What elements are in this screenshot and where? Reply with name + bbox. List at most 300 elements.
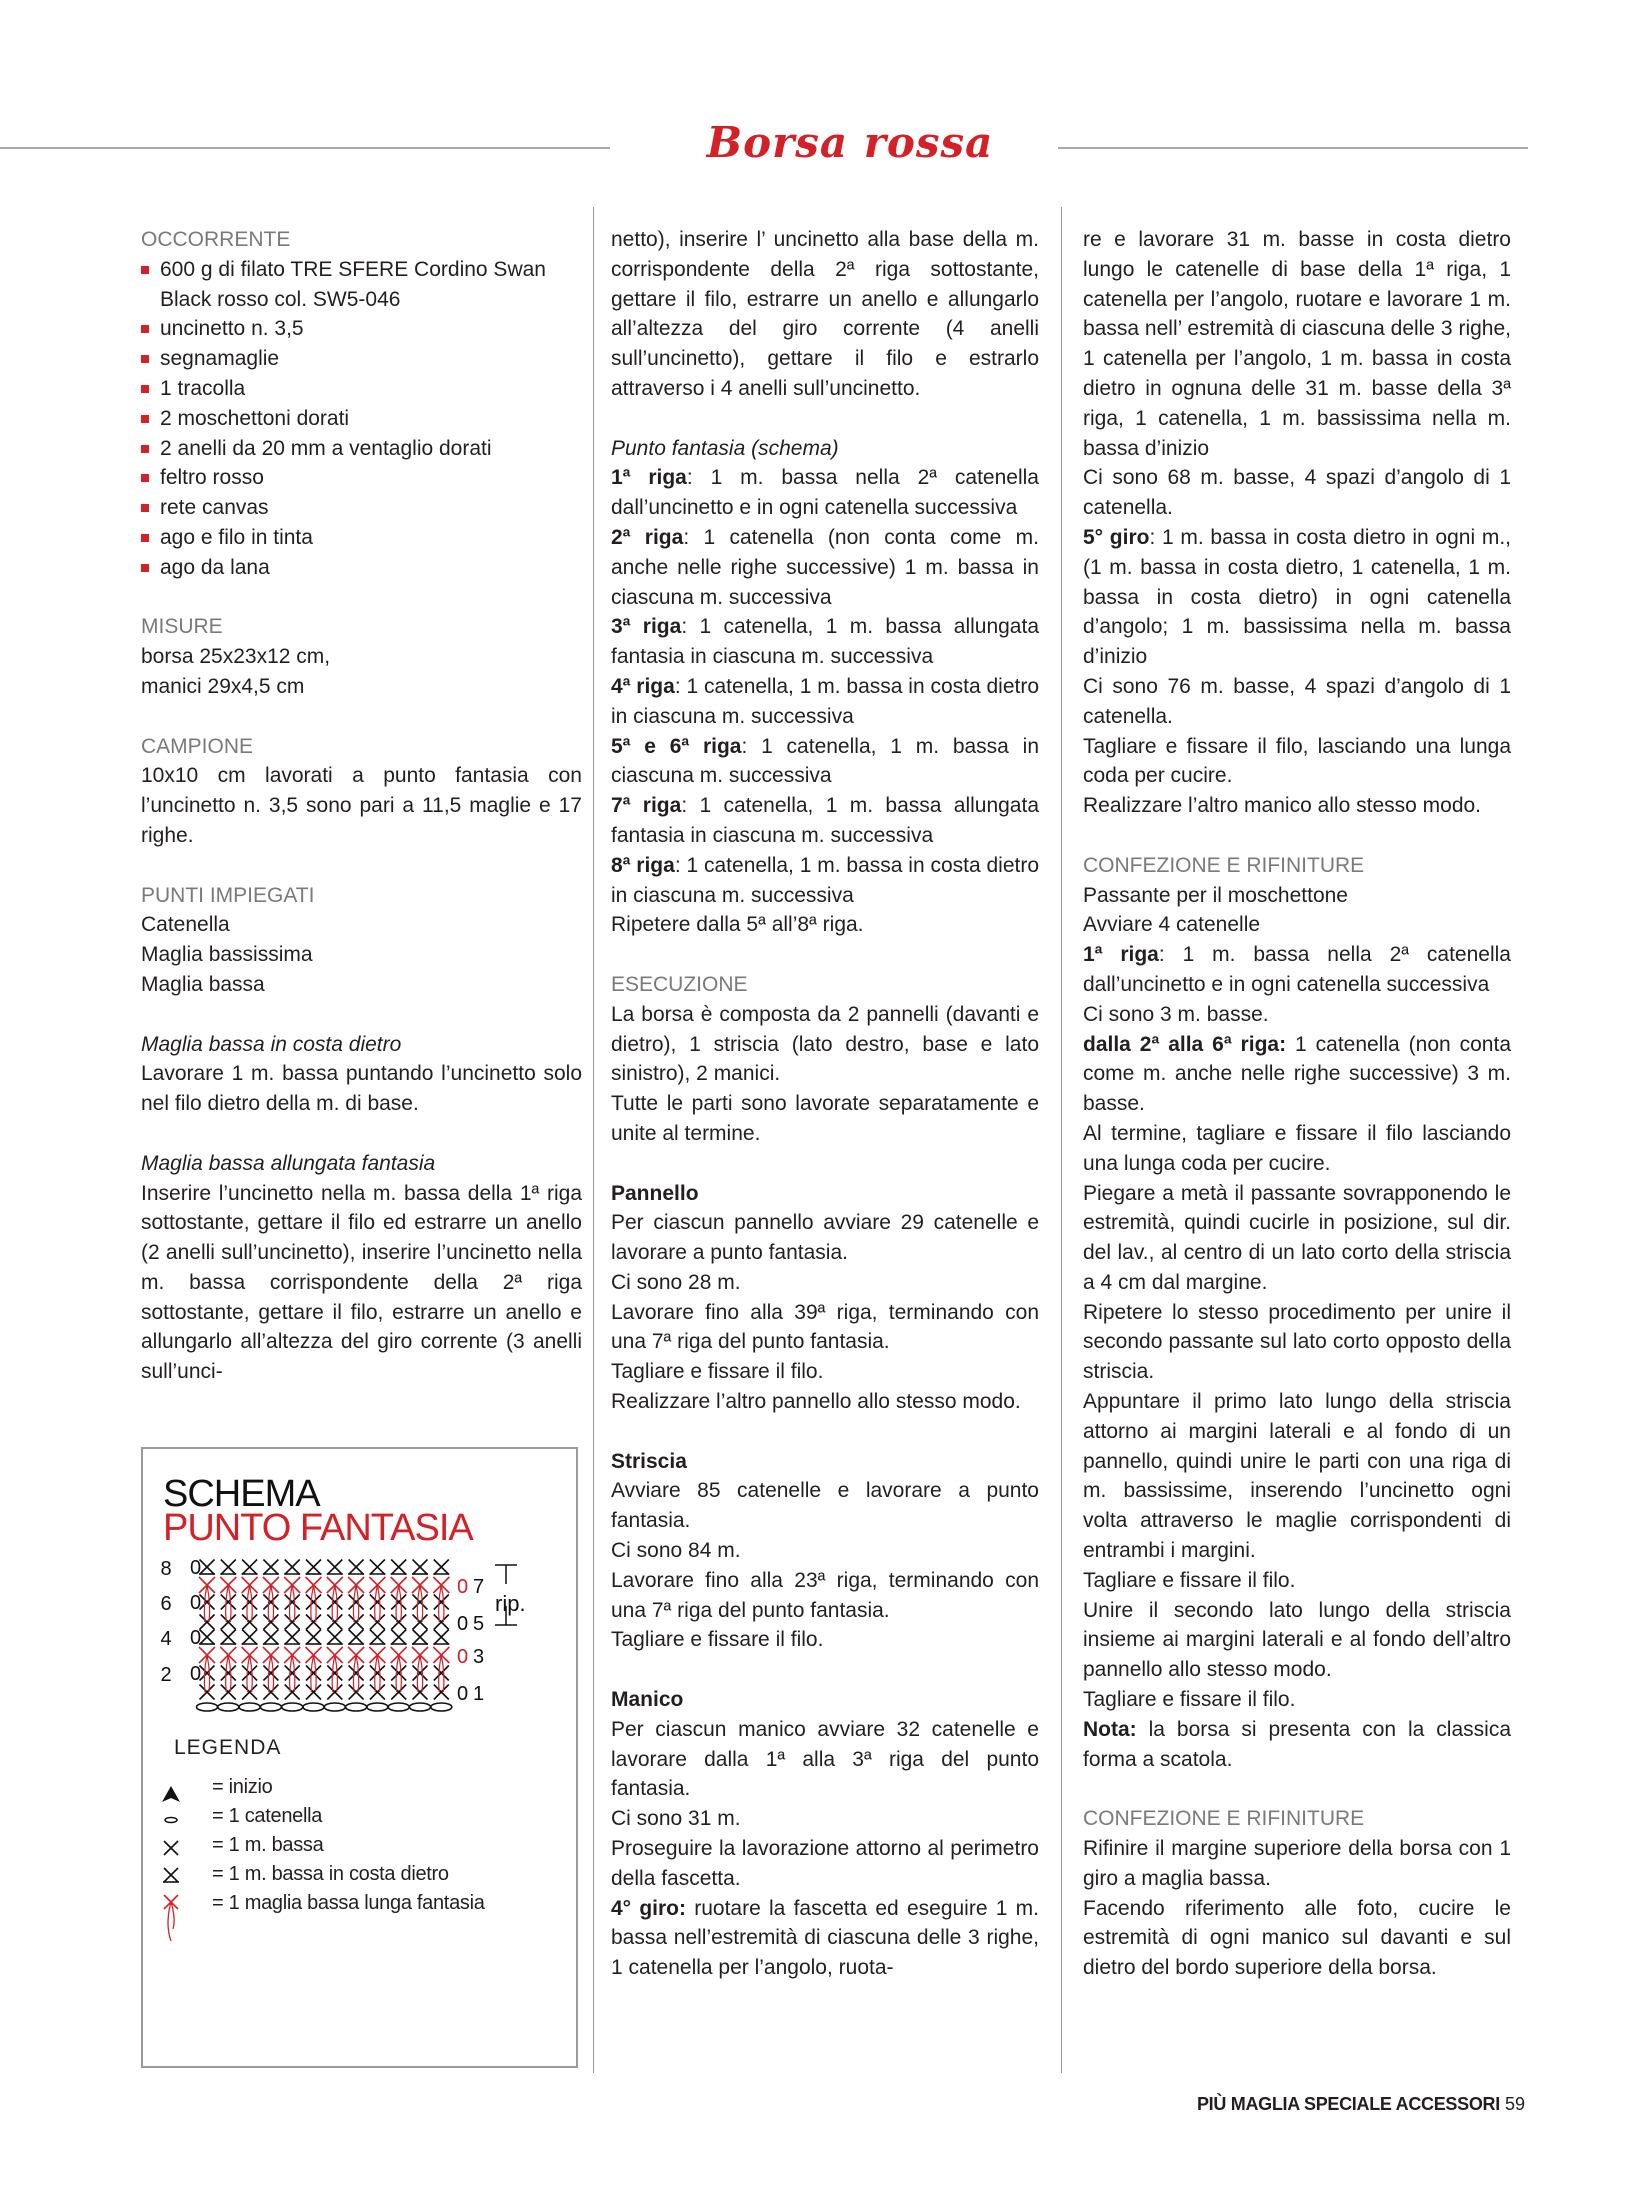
section-heading [611, 970, 1039, 1000]
spacer [141, 851, 582, 881]
long-stitch-loop [247, 1585, 252, 1622]
paragraph-text: Per ciascun manico avviare 32 catenelle e lavorare dalla 1ª alla 3ª riga del punto fantasia. [611, 1717, 1039, 1801]
long-stitch-loop [204, 1585, 209, 1622]
section-heading [141, 612, 582, 642]
single-crochet [327, 1630, 342, 1645]
long-stitch-loop [417, 1585, 422, 1622]
single-crochet [391, 1615, 406, 1630]
paragraph-text: Punto fantasia (schema) [611, 436, 839, 460]
bold-label: 4ª riga [611, 674, 675, 698]
single-crochet [306, 1666, 321, 1681]
single-crochet [263, 1685, 278, 1700]
chain-stitch [218, 1703, 239, 1711]
paragraph [611, 1268, 1039, 1298]
list-item-text: uncinetto n. 3,5 [160, 317, 304, 341]
section-heading [141, 732, 582, 762]
row-number-label: 7 [473, 1576, 485, 1598]
paragraph [141, 1179, 582, 1388]
section-heading [141, 881, 582, 911]
paragraph-text: CONFEZIONE E RIFINITURE [1083, 853, 1365, 877]
paragraph-text: CONFEZIONE E RIFINITURE [1083, 1807, 1365, 1831]
subheading [611, 434, 1039, 464]
paragraph-text: La borsa è composta da 2 pannelli (davanti e dietro), 1 striscia (lato destro, base e lato sinistro), 2 manici. [611, 1002, 1039, 1086]
page-title: Borsa rossa [706, 118, 994, 167]
column-2 [611, 225, 1039, 1983]
paragraph-text: Tagliare e fissare il filo. [611, 1628, 824, 1652]
paragraph-text: Avviare 85 catenelle e lavorare a punto fantasia. [611, 1479, 1039, 1533]
list-item [141, 463, 582, 493]
single-crochet [221, 1595, 236, 1610]
header-rule-left [0, 147, 610, 149]
paragraph-text: Avviare 4 catenelle [1083, 913, 1261, 937]
paragraph [611, 1387, 1039, 1417]
single-crochet [413, 1615, 428, 1630]
bullet-icon [141, 415, 149, 423]
chain-stitch [324, 1703, 345, 1711]
list-item-text: segnamaglie [160, 347, 280, 371]
single-crochet [200, 1666, 215, 1681]
bold-label: Striscia [611, 1449, 687, 1473]
single-crochet [200, 1560, 215, 1575]
paragraph [611, 1447, 1039, 1477]
list-item-text: rete canvas [160, 496, 269, 520]
bold-label: 3ª riga [611, 615, 682, 639]
bullet-icon [141, 534, 149, 542]
long-stitch-loop [332, 1585, 337, 1622]
list-item-text: 600 g di filato TRE SFERE Cordino Swan Black rosso col. SW5-046 [160, 257, 546, 311]
paragraph [611, 1804, 1039, 1834]
single-crochet [349, 1685, 364, 1700]
paragraph-text: netto), inserire l’ uncinetto alla base della m. corrispondente della 2ª riga sottostante, gettare il filo, estrarre un anello e allungarlo all’altezza del giro corrente (4 anelli sull’uncinetto), gettare il filo e estrarlo attraverso i 4 anelli sull’uncinetto. [611, 228, 1039, 400]
single-crochet [263, 1666, 278, 1681]
paragraph-text: Lavorare 1 m. bassa puntando l’uncinetto solo nel filo dietro della m. di base. [141, 1062, 582, 1116]
single-crochet [370, 1666, 385, 1681]
single-crochet [285, 1666, 300, 1681]
paragraph-text: re e lavorare 31 m. basse in costa dietro lungo le catenelle di base della 1ª riga, 1 catenella per l’angolo, ruotare e lavorare 1 m. bassa nell’ estremità di ciascuna delle 3 righe, 1 catenella per l’angolo, 1 m. bassa in costa dietro in ognuna delle 31 m. basse della 3ª riga, 1 catenella, 1 m. bassissima nella m. bassa d’inizio [1083, 228, 1511, 460]
single-crochet [200, 1595, 215, 1610]
row-number-label: 4 [160, 1628, 172, 1650]
list-item-text: 1 tracolla [160, 376, 246, 400]
paragraph [611, 463, 1039, 523]
single-crochet [391, 1595, 406, 1610]
single-crochet [370, 1685, 385, 1700]
paragraph-text: : 1 catenella (non conta come m. anche nelle righe successive) 1 m. bassa in ciascuna m. successiva [611, 525, 1039, 609]
section-heading [1083, 1804, 1511, 1834]
turning-chain: 0 [457, 1646, 469, 1668]
single-crochet [327, 1560, 342, 1575]
row-number-label: 8 [160, 1558, 172, 1580]
paragraph-text: Ripetere lo stesso procedimento per unire il secondo passante sul lato corto opposto della striscia. [1083, 1300, 1511, 1384]
turning-chain: 0 [190, 1627, 202, 1649]
turning-chain: 0 [190, 1592, 202, 1614]
bold-label: 5° giro [1083, 525, 1150, 549]
spacer [1083, 1774, 1511, 1804]
list-item [141, 344, 582, 374]
list-item-text: 2 anelli da 20 mm a ventaglio dorati [160, 436, 492, 460]
column-divider [593, 207, 594, 2073]
paragraph [611, 1357, 1039, 1387]
paragraph-text: OCCORRENTE [141, 228, 291, 251]
spacer [141, 1000, 582, 1030]
paragraph-text: Realizzare l’altro pannello allo stesso modo. [611, 1390, 1021, 1414]
paragraph-text: Tutte le parti sono lavorate separatamente e unite al termine. [611, 1092, 1039, 1145]
bold-label: 1ª riga [1083, 943, 1159, 967]
paragraph-text: Appuntare il primo lato lungo della striscia attorno ai margini laterali e al fondo di un pannello, quindi unire le parti con una riga di m. bassissime, inserendo l’uncinetto ogni volta attraverso le maglie corrispondenti di entrambi i margini. [1083, 1390, 1511, 1563]
paragraph [141, 910, 582, 940]
single-crochet [370, 1615, 385, 1630]
single-crochet [242, 1595, 257, 1610]
spacer [611, 1655, 1039, 1685]
list-item-text: ago e filo in tinta [160, 525, 313, 549]
paragraph-text: Per ciascun pannello avviare 29 catenelle e lavorare a punto fantasia. [611, 1211, 1039, 1265]
paragraph-text: : 1 m. bassa nella 2ª catenella dall’uncinetto e in ogni catenella successiva [611, 466, 1039, 520]
paragraph-text: Ci sono 28 m. [611, 1270, 741, 1294]
paragraph-text: Tagliare e fissare il filo, lasciando una lunga coda per cucire. [1083, 734, 1511, 788]
list-item [141, 404, 582, 434]
legend-title: LEGENDA [174, 1736, 282, 1759]
paragraph-text: Ci sono 3 m. basse. [1083, 1002, 1269, 1026]
paragraph [611, 225, 1039, 404]
paragraph [141, 940, 582, 970]
paragraph [141, 970, 582, 1000]
bold-label: 4° giro: [611, 1896, 686, 1920]
paragraph [611, 910, 1039, 940]
single-crochet [221, 1630, 236, 1645]
single-crochet [413, 1560, 428, 1575]
paragraph-text: : 1 catenella, 1 m. bassa in costa dietro in ciascuna m. successiva [611, 674, 1040, 728]
spacer [611, 940, 1039, 970]
repeat-label: rip. [495, 1591, 526, 1616]
stitch-chart-box [141, 1447, 578, 2068]
paragraph [611, 1208, 1039, 1268]
chart-subtitle: PUNTO FANTASIA [163, 1507, 473, 1549]
list-item [141, 255, 582, 315]
single-crochet [242, 1666, 257, 1681]
paragraph [1083, 1387, 1511, 1566]
chain-stitch [260, 1703, 281, 1711]
paragraph-text: Realizzare l’altro manico allo stesso modo. [1083, 794, 1482, 818]
paragraph-text: Tagliare e fissare il filo. [611, 1360, 824, 1384]
paragraph-text: Lavorare fino alla 39ª riga, terminando con una 7ª riga del punto fantasia. [611, 1300, 1039, 1354]
single-crochet [306, 1615, 321, 1630]
paragraph-text: Ci sono 84 m. [611, 1539, 741, 1563]
single-crochet [434, 1685, 449, 1700]
paragraph [611, 1476, 1039, 1536]
paragraph-text: : 1 catenella, 1 m. bassa in ciascuna m. successiva [611, 734, 1039, 788]
single-crochet [263, 1630, 278, 1645]
chart-title: SCHEMA [163, 1473, 320, 1515]
single-crochet [242, 1560, 257, 1575]
spacer [1083, 821, 1511, 851]
spacer [611, 1417, 1039, 1447]
paragraph-text: CAMPIONE [141, 734, 254, 758]
column-3 [1083, 225, 1511, 1983]
turning-chain: 0 [190, 1663, 202, 1685]
bullet-icon [141, 385, 149, 393]
single-crochet [434, 1560, 449, 1575]
start-arrow-icon [162, 1786, 180, 1802]
bullet-icon [141, 445, 149, 453]
paragraph-text: Ripetere dalla 5ª all’8ª riga. [611, 913, 864, 937]
legend-item: = 1 maglia bassa lunga fantasia [212, 1892, 485, 1914]
list-item-text: feltro rosso [160, 466, 264, 490]
list-item-text: 2 moschettoni dorati [160, 406, 350, 430]
single-crochet [327, 1666, 342, 1681]
single-crochet [221, 1615, 236, 1630]
publication-name: PIÙ MAGLIA SPECIALE ACCESSORI [1196, 2094, 1500, 2114]
chain-stitch [388, 1703, 409, 1711]
bullet-icon [141, 266, 149, 274]
paragraph [611, 1089, 1039, 1149]
turning-chain: 0 [190, 1557, 202, 1579]
single-crochet [391, 1560, 406, 1575]
single-crochet [349, 1666, 364, 1681]
bullet-icon [141, 504, 149, 512]
paragraph-text: Ci sono 68 m. basse, 4 spazi d’angolo di 1 catenella. [1083, 466, 1511, 520]
paragraph [611, 523, 1039, 612]
header-rule-right [1058, 147, 1528, 149]
paragraph-text: manici 29x4,5 cm [141, 674, 305, 698]
paragraph-text: Ci sono 76 m. basse, 4 spazi d’angolo di 1 catenella. [1083, 674, 1511, 728]
paragraph [611, 1894, 1039, 1983]
paragraph [1083, 225, 1511, 463]
paragraph-text: Al termine, tagliare e fissare il filo lasciando una lunga coda per cucire. [1083, 1121, 1511, 1175]
single-crochet [285, 1685, 300, 1700]
paragraph [1083, 940, 1511, 1000]
paragraph [1083, 1685, 1511, 1715]
paragraph [1083, 1179, 1511, 1298]
single-crochet [413, 1685, 428, 1700]
row-number-label: 2 [160, 1664, 172, 1686]
paragraph [611, 732, 1039, 792]
paragraph [611, 672, 1039, 732]
paragraph-text: Inserire l’uncinetto nella m. bassa della 1ª riga sottostante, gettare il filo ed estrarre un anello (2 anelli sull’uncinetto), inserire l’uncinetto nella m. bassa corrispondente della 2ª riga sottostante, gettare il filo, estrarre un anello e allungarlo all’altezza del giro corrente (3 anelli sull’unci- [141, 1181, 582, 1384]
paragraph-text: Maglia bassa [141, 972, 265, 996]
materials-list [141, 255, 582, 583]
long-stitch-loop [268, 1585, 273, 1622]
long-stitch-loop [439, 1585, 444, 1622]
single-crochet [306, 1685, 321, 1700]
paragraph [1083, 523, 1511, 672]
bold-label: Nota: [1083, 1717, 1137, 1741]
column-divider [1061, 207, 1062, 2073]
paragraph [1083, 1000, 1511, 1030]
paragraph [611, 1536, 1039, 1566]
paragraph [141, 642, 582, 672]
bold-label: 2ª riga [611, 525, 684, 549]
paragraph [1083, 672, 1511, 732]
paragraph [611, 1179, 1039, 1209]
bold-label: dalla 2ª alla 6ª riga: [1083, 1032, 1287, 1056]
paragraph-text: : 1 m. bassa in costa dietro in ogni m., (1 m. bassa in costa dietro, 1 catenella, 1 m. bassa in costa dietro) in ogni catenella d’angolo; 1 m. bassissima nella m. bassa d’inizio [1083, 525, 1511, 669]
row-number-label: 1 [473, 1683, 485, 1705]
single-crochet [413, 1595, 428, 1610]
bold-label: 1ª riga [611, 466, 687, 490]
single-crochet [200, 1685, 215, 1700]
bold-label: 5ª e 6ª riga [611, 734, 742, 758]
long-stitch-loop [375, 1585, 380, 1622]
paragraph-text: 10x10 cm lavorati a punto fantasia con l’uncinetto n. 3,5 sono pari a 11,5 maglie e 17 righe. [141, 764, 582, 847]
bullet-icon [141, 474, 149, 482]
paragraph [1083, 1119, 1511, 1179]
single-crochet [327, 1595, 342, 1610]
list-item [141, 434, 582, 464]
paragraph [1083, 1566, 1511, 1596]
paragraph-text: borsa 25x23x12 cm, [141, 645, 331, 669]
single-crochet [370, 1560, 385, 1575]
paragraph-text: Maglia bassa allungata fantasia [141, 1151, 436, 1175]
chain-stitch [410, 1703, 431, 1711]
single-crochet [200, 1615, 215, 1630]
paragraph-text: Passante per il moschettone [1083, 883, 1348, 907]
paragraph [1083, 1715, 1511, 1775]
paragraph [611, 1566, 1039, 1626]
paragraph [141, 672, 582, 702]
single-crochet [242, 1685, 257, 1700]
single-crochet [242, 1615, 257, 1630]
legend-item: = 1 m. bassa [212, 1834, 324, 1856]
long-stitch-loop [290, 1585, 295, 1622]
single-crochet [413, 1666, 428, 1681]
paragraph [1083, 1030, 1511, 1119]
single-crochet [285, 1560, 300, 1575]
spacer [611, 404, 1039, 434]
paragraph [611, 1685, 1039, 1715]
single-crochet [263, 1595, 278, 1610]
spacer [141, 583, 582, 613]
turning-chain: 0 [457, 1683, 469, 1705]
single-crochet [391, 1630, 406, 1645]
paragraph-text: Facendo riferimento alle foto, cucire le estremità di ogni manico sul davanti e sul dietro del bordo superiore della borsa. [1083, 1896, 1511, 1980]
page-number: 59 [1504, 2094, 1525, 2114]
single-crochet [391, 1685, 406, 1700]
paragraph [141, 1059, 582, 1119]
paragraph [1083, 791, 1511, 821]
paragraph-text: Rifinire il margine superiore della borsa con 1 giro a maglia bassa. [1083, 1837, 1511, 1890]
bold-label: Pannello [611, 1181, 699, 1205]
list-item [141, 523, 582, 553]
chain-stitch [282, 1703, 303, 1711]
list-item-text: ago da lana [160, 555, 270, 579]
legend-item: = inizio [212, 1776, 273, 1798]
paragraph [611, 1298, 1039, 1358]
paragraph-text: PUNTI IMPIEGATI [141, 883, 315, 907]
paragraph [611, 1715, 1039, 1804]
single-crochet [263, 1615, 278, 1630]
single-crochet [285, 1615, 300, 1630]
single-crochet [242, 1630, 257, 1645]
single-crochet-icon [164, 1841, 178, 1855]
paragraph [1083, 1596, 1511, 1685]
paragraph-text: : 1 catenella, 1 m. bassa allungata fantasia in ciascuna m. successiva [611, 615, 1040, 669]
single-crochet [349, 1595, 364, 1610]
paragraph [141, 761, 582, 850]
paragraph [611, 1625, 1039, 1655]
chain-stitch [239, 1703, 260, 1711]
long-stitch-loop [311, 1585, 316, 1622]
back-loop-single-crochet-icon [164, 1868, 178, 1882]
single-crochet [370, 1595, 385, 1610]
bullet-icon [141, 325, 149, 333]
paragraph-text: : 1 m. bassa nella 2ª catenella dall’uncinetto e in ogni catenella successiva [1083, 943, 1511, 996]
paragraph-text: Tagliare e fissare il filo. [1083, 1568, 1296, 1592]
paragraph [1083, 910, 1511, 940]
bold-label: 8ª riga [611, 853, 675, 877]
long-stitch-loop [226, 1585, 231, 1622]
chain-stitch [431, 1703, 452, 1711]
row-number-label: 6 [160, 1593, 172, 1615]
paragraph [611, 612, 1039, 672]
subheading [141, 1149, 582, 1179]
single-crochet [221, 1560, 236, 1575]
single-crochet [306, 1560, 321, 1575]
chain-stitch [346, 1703, 367, 1711]
paragraph-text: Catenella [141, 913, 230, 937]
single-crochet [285, 1630, 300, 1645]
paragraph-text: Maglia bassa in costa dietro [141, 1032, 402, 1056]
single-crochet [391, 1666, 406, 1681]
long-stitch-loop [168, 1902, 174, 1941]
row-number-label: 3 [473, 1646, 485, 1668]
single-crochet [434, 1630, 449, 1645]
chain-icon [165, 1818, 177, 1823]
column-1 [141, 225, 582, 1387]
single-crochet [200, 1630, 215, 1645]
list-item [141, 553, 582, 583]
paragraph-text: ruotare la fascetta ed eseguire 1 m. bassa nell’estremità di ciascuna delle 3 righe, 1 catenella per l’angolo, ruota- [611, 1896, 1039, 1980]
paragraph [1083, 732, 1511, 792]
list-item [141, 374, 582, 404]
paragraph-text: Piegare a metà il passante sovrapponendo le estremità, quindi cucirle in posizione, sul dir. del lav., al centro di un lato corto della striscia a 4 cm dal margine. [1083, 1181, 1511, 1294]
turning-chain: 0 [457, 1576, 469, 1598]
legend-item: = 1 catenella [212, 1805, 323, 1827]
single-crochet [306, 1630, 321, 1645]
single-crochet [413, 1630, 428, 1645]
spacer [611, 1149, 1039, 1179]
single-crochet [221, 1666, 236, 1681]
paragraph-text: : 1 catenella, 1 m. bassa allungata fantasia in ciascuna m. successiva [611, 794, 1040, 847]
bullet-icon [141, 564, 149, 572]
paragraph-text: Maglia bassissima [141, 943, 313, 967]
paragraph-text: Proseguire la lavorazione attorno al perimetro della fascetta. [611, 1837, 1039, 1890]
single-crochet [434, 1615, 449, 1630]
single-crochet [349, 1630, 364, 1645]
spacer [141, 702, 582, 732]
long-stitch-loop [396, 1585, 401, 1622]
single-crochet [306, 1595, 321, 1610]
paragraph-text: ESECUZIONE [611, 972, 748, 996]
paragraph-text: Unire il secondo lato lungo della striscia insieme ai margini laterali e al fondo dell’altro pannello allo stesso modo. [1083, 1598, 1511, 1682]
paragraph-text: Ci sono 31 m. [611, 1807, 741, 1831]
paragraph [1083, 1298, 1511, 1387]
long-stitch-loop [353, 1585, 358, 1622]
single-crochet [434, 1595, 449, 1610]
section-heading [1083, 851, 1511, 881]
section-heading [141, 225, 582, 255]
paragraph [611, 851, 1039, 911]
single-crochet [221, 1685, 236, 1700]
paragraph [1083, 1834, 1511, 1894]
single-crochet [370, 1630, 385, 1645]
paragraph [611, 791, 1039, 851]
bold-label: Manico [611, 1688, 684, 1712]
chain-stitch [303, 1703, 324, 1711]
single-crochet [285, 1595, 300, 1610]
row-number-label: 5 [473, 1613, 485, 1635]
paragraph-text: Lavorare fino alla 23ª riga, terminando con una 7ª riga del punto fantasia. [611, 1568, 1039, 1622]
bullet-icon [141, 355, 149, 363]
paragraph [1083, 1894, 1511, 1983]
